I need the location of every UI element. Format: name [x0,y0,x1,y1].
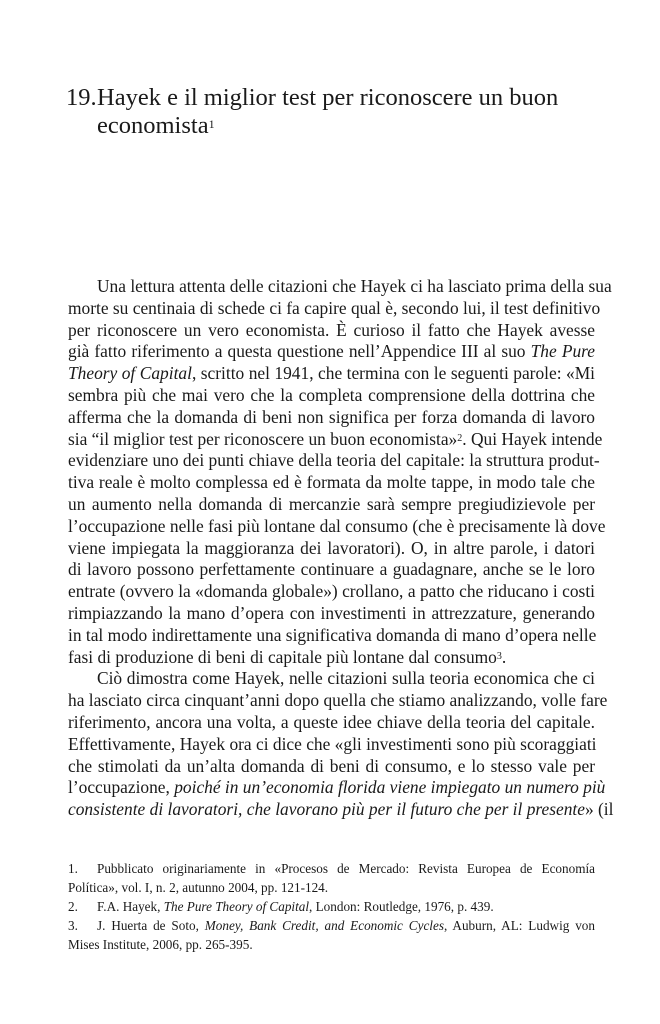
text-run: » (il [584,799,614,820]
text-line [68,472,595,494]
text-run: , scritto nel 1941, che termina con le seguenti parole: «Mi [191,363,596,384]
italic-text: Money, Bank Credit, and Economic Cycles [204,918,444,933]
chapter-title [66,84,586,140]
text-run: un aumento nella domanda di mercanzie sarà sempre pregiudizievole per [68,493,595,514]
italic-text: consistente di lavoratori, che lavorano più per il futuro che per il presente [68,799,585,820]
text-run: di lavoro possono perfettamente continuare a guadagnare, anche se le loro [68,559,595,580]
text-run: , Auburn, AL: Ludwig von Mises Institute, 2006, pp. 265-395. [68,918,595,952]
text-run: Effettivamente, Hayek ora ci dice che «gli investimenti sono più scoraggiati [68,733,597,754]
text-run: Una lettura attenta delle citazioni che Hayek ci ha lasciato prima della sua [97,276,612,296]
text-run: in tal modo indirettamente una significativa domanda di mano d’opera nelle [68,624,597,645]
text-run: J. Huerta de Soto, [97,918,205,933]
text-line [68,363,595,385]
text-run: l’occupazione nelle fasi più lontane dal consumo (che è precisamente là dove [68,515,606,536]
text-run: entrate (ovvero la «domanda globale») crollano, a patto che riducano i costi [68,581,595,602]
footnote-ref[interactable]: 3 [496,650,502,662]
text-run: Ciò dimostra come Hayek, nelle citazioni sulla teoria economica che ci [97,668,595,689]
text-run: l’occupazione, [68,777,175,798]
text-run: Pubblicato originariamente in «Procesos de Mercado: Revista Europea de Economía Política», vol. I, n. 2, autunno 2004, pp. 121-124. [68,861,595,895]
text-line [68,341,595,363]
text-run: che stimolati da un’alta domanda di beni di consumo, e lo stesso vale per [68,755,595,776]
text-line [68,515,606,538]
text-run: . Qui Hayek intende [462,428,603,449]
text-line [68,538,595,560]
italic-text: The Pure [530,341,595,362]
text-run: , London: Routledge, 1976, p. 439. [309,899,494,914]
footnote-ref[interactable]: 1 [208,117,215,131]
text-line [68,799,614,821]
text-line [68,690,608,712]
text-line [68,428,603,451]
text-run: morte su centinaia di schede ci fa capire qual è, secondo lui, il test definitivo [68,297,601,318]
italic-text: poiché in un’economia florida viene impiegato un numero più [174,777,606,798]
text-line [68,559,595,581]
text-line [68,603,595,625]
text-line [68,276,612,298]
text-run: tiva reale è molto complessa ed è formata da molte tappe, in modo tale che [68,472,595,493]
text-line [68,407,595,429]
text-run: afferma che la domanda di beni non significa per forza domanda di lavoro [68,406,595,427]
text-run: ha lasciato circa cinquant’anni dopo quella che stiamo analizzando, volle fare [68,690,608,711]
footnote [68,897,595,916]
chapter-number: 19. [66,84,97,111]
text-line [68,668,595,690]
text-line [68,777,606,799]
text-run: rimpiazzando la mano d’opera con investimenti in attrezzature, generando [68,602,595,623]
footnote-number: 1. [68,861,78,876]
text-run: evidenziare uno dei punti chiave della teoria del capitale: la struttura produt- [68,450,600,471]
footnote [68,859,595,897]
footnote-ref[interactable]: 2 [457,432,463,444]
text-line [68,734,595,756]
italic-text: The Pure Theory of Capital [163,899,310,914]
footnote-number: 3. [68,918,78,933]
text-line [68,320,595,342]
footnotes [68,859,595,954]
text-run: viene impiegata la maggioranza dei lavoratori). O, in altre parole, i datori [68,537,595,558]
text-line [68,494,595,516]
text-run: . [501,646,507,667]
text-line [68,450,600,472]
chapter-title-line1: Hayek e il miglior test per riconoscere un buon [97,84,559,111]
text-run: fasi di produzione di beni di capitale più lontane dal consumo [68,646,497,667]
text-run: sembra più che mai vero che la completa comprensione della dottrina che [68,384,595,405]
text-line [68,385,595,407]
body-text [68,276,614,821]
italic-text: Theory of Capital [68,363,192,384]
chapter-title-line2: economista [97,112,209,139]
text-line [68,647,595,669]
text-run: già fatto riferimento a questa questione nell’Appendice III al suo [68,341,531,362]
text-run: F.A. Hayek, [97,899,164,914]
text-line [68,581,595,603]
text-line [68,756,595,778]
text-line [68,297,601,320]
footnote-number: 2. [68,899,78,914]
text-line [68,625,595,647]
footnote [68,916,595,954]
text-line [68,712,595,734]
text-run: per riconoscere un vero economista. È curioso il fatto che Hayek avesse [68,319,595,340]
text-run: riferimento, ancora una volta, a queste idee chiave della teoria del capitale. [68,711,595,732]
text-run: sia “il miglior test per riconoscere un buon economista» [68,428,458,449]
